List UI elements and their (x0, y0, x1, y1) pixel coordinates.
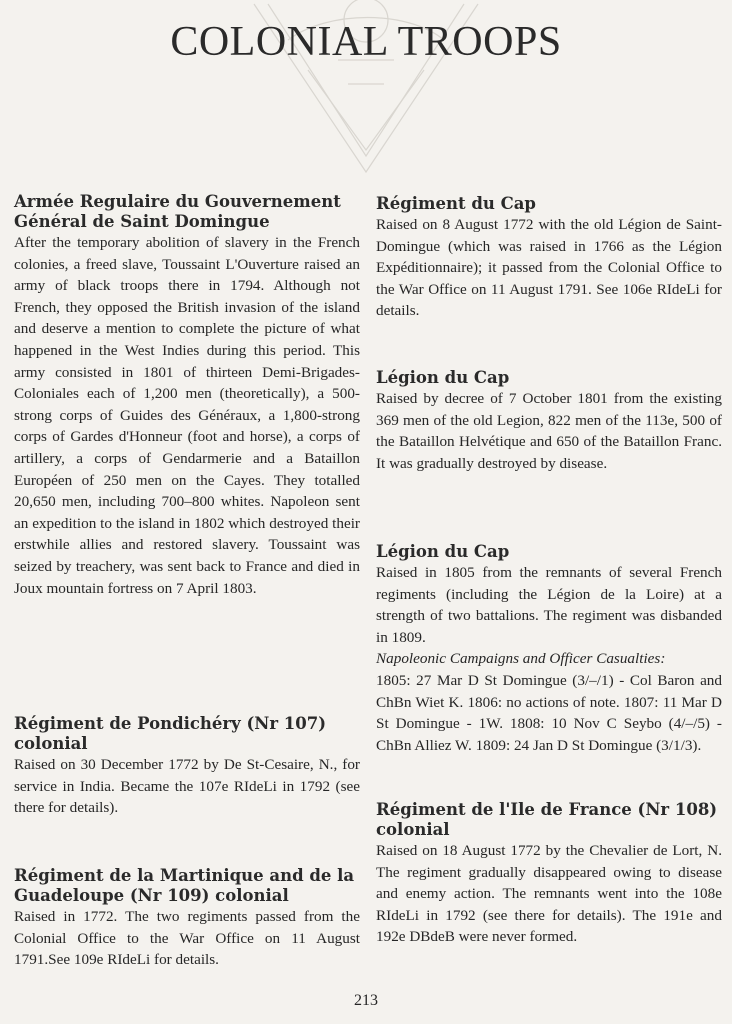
section-body: Raised on 30 December 1772 by De St-Cesaire, N., for service in India. Became the 107e RIdeLi in 1792 (see there for details). (14, 756, 360, 817)
section-body: Raised on 18 August 1772 by the Chevalier de Lort, N. The regiment gradually disappeared owing to disease and enemy action. The remnants went into the 108e RIdeLi in 1792 (see there for details). The 191e and 192e DBdeB were never formed. (376, 842, 722, 946)
section-heading: Régiment de l'Ile de France (Nr 108) colonial (376, 800, 718, 839)
section-legion-du-cap-1801 (376, 368, 722, 474)
section-heading: Légion du Cap (376, 542, 510, 561)
campaigns-list: 1805: 27 Mar D St Domingue (3/–/1) - Col Baron and ChBn Wiet K. 1806: no actions of note. 1807: 11 Mar D St Domingue - 1W. 1808: 10 Nov C Seybo (4/–/5) - ChBn Alliez W. 1809: 24 Jan D St Domingue (3/1/3). (376, 671, 722, 754)
section-body: After the temporary abolition of slavery in the French colonies, a freed slave, Toussaint L'Ouverture raised an army of black troops there in 1794. Although not French, they opposed the British invasion of the island and deserve a mention to complete the picture of what happened in the West Indies during this period. This army consisted in 1801 of thirteen Demi-Brigades-Coloniales each of 1,200 men (theoretically), a 500-strong corps of Guides des Généraux, a 1,800-strong corps of Gardes d'Honneur (foot and horse), a corps of artillery, a corps of Gendarmerie and a Bataillon Européen of 250 men on the Cayes. They totalled 20,650 men, including 700–800 whites. Napoleon sent an expedition to the island in 1802 which destroyed their erstwhile allies and restored slavery. Toussaint was seized by treachery, was sent back to France and died in Joux mountain fortress on 7 April 1803. (14, 234, 360, 597)
section-body: Raised in 1805 from the remnants of several French regiments (including the Légion de la Loire) at a strength of two battalions. The regiment was disbanded in 1809. (376, 564, 722, 646)
section-heading: Régiment de la Martinique and de la Guadeloupe (Nr 109) colonial (14, 866, 355, 905)
section-legion-du-cap-1805 (376, 542, 722, 756)
section-regiment-pondichery (14, 714, 360, 819)
section-heading: Régiment du Cap (376, 194, 536, 213)
section-regiment-ile-de-france (376, 800, 722, 948)
section-body: Raised in 1772. The two regiments passed from the Colonial Office to the War Office on 11 August 1791.See 109e RIdeLi for details. (14, 908, 360, 969)
section-body: Raised by decree of 7 October 1801 from the existing 369 men of the old Legion, 822 men of the 113e, 500 of the Bataillon Helvétique and 650 of the Bataillon Franc. It was gradually destroyed by disease. (376, 390, 722, 472)
section-regiment-martinique-guadeloupe (14, 866, 360, 971)
section-heading: Armée Regulaire du Gouvernement Général de Saint Domingue (14, 192, 341, 231)
page-number: 213 (354, 992, 378, 1009)
section-heading: Légion du Cap (376, 368, 510, 387)
section-body: Raised on 8 August 1772 with the old Légion de Saint-Domingue (which was raised in 1766 as the Légion Expéditionnaire); it passed from the Colonial Office to the War Office on 11 August 1791. See 106e RIdeLi for details. (376, 216, 722, 320)
section-armee-reguliere (14, 192, 360, 599)
section-heading: Régiment de Pondichéry (Nr 107) colonial (14, 714, 327, 753)
section-regiment-du-cap (376, 194, 722, 322)
campaigns-subheading: Napoleonic Campaigns and Officer Casualties: (376, 650, 666, 668)
page-title: COLONIAL TROOPS (170, 19, 562, 65)
